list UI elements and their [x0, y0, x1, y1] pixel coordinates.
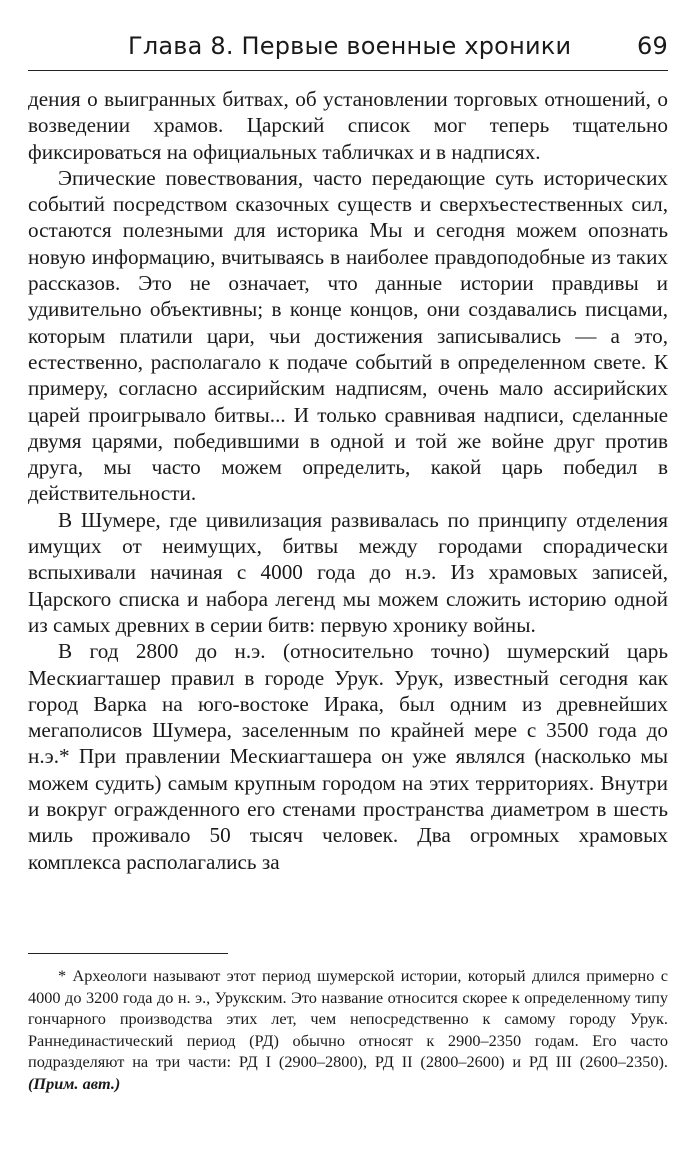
- footnote-text: * Археологи называют этот период шумерской истории, который длился примерно с 4000 до 3200 года до н. э., Урукским. Это название относится скорее к определенному типу гончарного производства этих лет, чем непосредственно к самому городу Урук. Раннединастический период (РД) обычно относят к 2900–2350 годам. Его часто подразделяют на три части: РД I (2900–2800), РД II (2800–2600) и РД III (2600–2350).: [28, 966, 668, 1072]
- footnote-paragraph: [28, 965, 668, 1095]
- footnote-rule: [28, 953, 228, 954]
- header-rule: [28, 70, 668, 71]
- footnote-author-note: (Прим. авт.): [28, 1073, 121, 1093]
- paragraph: В год 2800 до н.э. (относительно точно) шумерский царь Мескиагташер правил в городе Урук. Урук, известный сегодня как город Варка на юго-востоке Ирака, был одним из древнейших мегаполисов Шумера, заселенным по крайней мере с 3500 года до н.э.* При правлении Мескиагташера он уже являлся (насколько мы можем судить) самым крупным городом на этих территориях. Внутри и вокруг огражденного его стенами пространства диаметром в шесть миль проживало 50 тысяч человек. Два огромных храмовых комплекса располагались за: [28, 639, 668, 874]
- paragraph: В Шумере, где цивилизация развивалась по принципу отделения имущих от неимущих, битвы между городами спорадически вспыхивали начиная с 4000 года до н.э. Из храмовых записей, Царского списка и набора легенд мы можем сложить историю одной из самых древних в серии битв: первую хронику войны.: [28, 507, 668, 637]
- paragraph-continued: дения о выигранных битвах, об установлении торговых отношений, о возведении храмов. Царский список мог теперь тщательно фиксироваться на официальных табличках и в надписях.: [28, 87, 668, 164]
- paragraph: Эпические повествования, часто передающие суть исторических событий посредством сказочных существ и сверхъестественных сил, остаются полезными для историка Мы и сегодня можем опознать новую информацию, вчитываясь в наиболее правдоподобные из таких рассказов. Это не означает, что данные истории правдивы и удивительно объективны; в конце концов, они создавались писцами, которым платили цари, чьи достижения записывались — а это, естественно, располагало к подаче событий в определенном свете. К примеру, согласно ассирийским надписям, очень мало ассирийских царей проигрывало битвы... И только сравнивая надписи, сделанные двумя царями, победившими в одной и той же войне друг против друга, мы часто можем определить, какой царь победил в действительности.: [28, 165, 668, 506]
- body-text: [28, 86, 668, 875]
- footnote: [28, 965, 668, 1095]
- page-number: 69: [637, 32, 668, 60]
- chapter-title: Глава 8. Первые военные хроники: [128, 32, 572, 60]
- running-head: [28, 30, 668, 66]
